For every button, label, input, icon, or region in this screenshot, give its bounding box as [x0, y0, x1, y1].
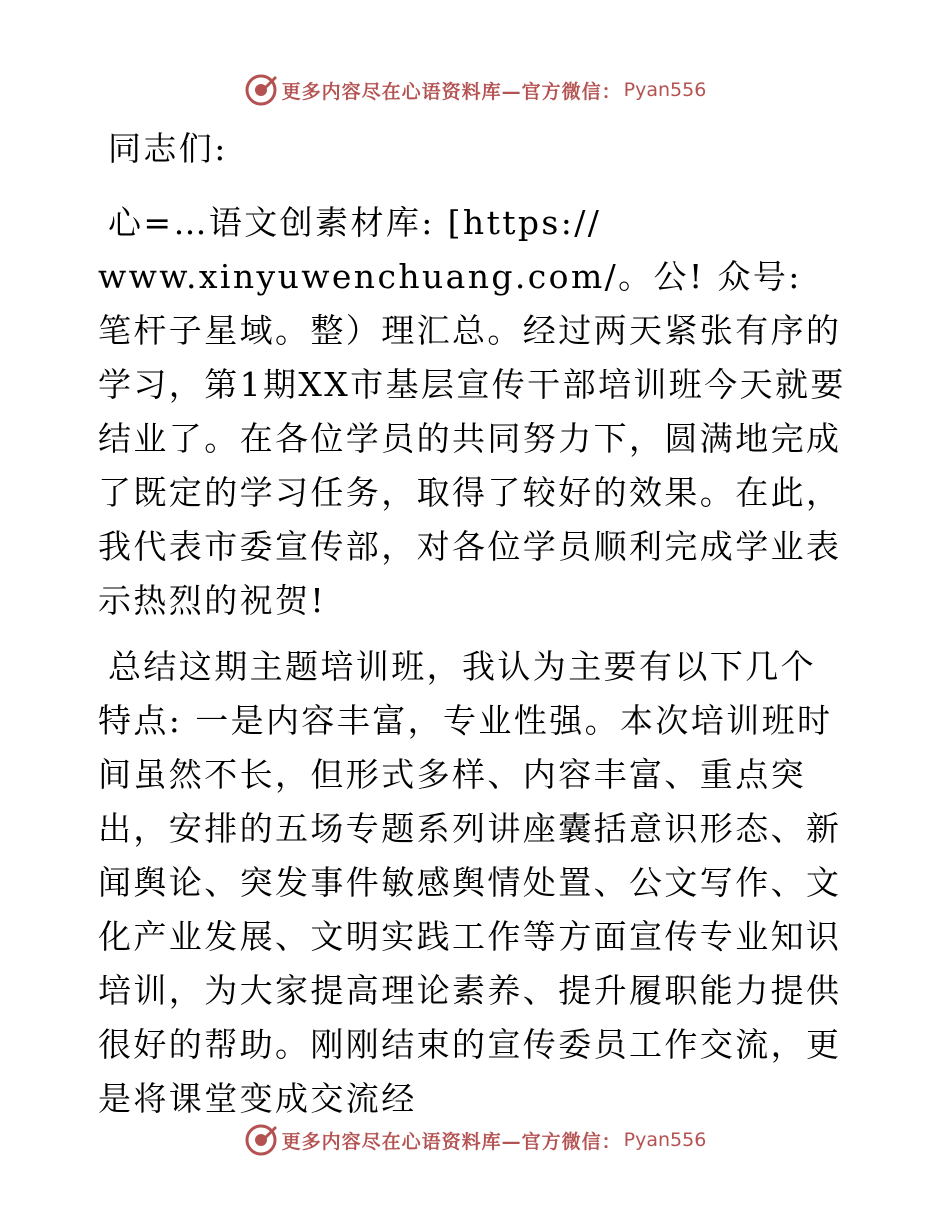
footer-banner [0, 1120, 950, 1160]
paragraph-1: 心=…语文创素材库: [https:// www.xinyuwenchuang.com/。公! 众号: 笔杆子星域。整）理汇总。经过两天紧张有序的学习，第1期XX市基层宣传干部培训班今天就要结业了。在各位学员的共同努力下，圆满地完成了既定的学习任务，取得了较好的效果。在此，我代表市委宣传部，对各位学员顺利完成学业表示热烈的祝贺! [98, 203, 846, 620]
document-body [98, 122, 850, 1136]
footer-wechat-id: Pyan556 [623, 1129, 707, 1151]
footer-slogan: 更多内容尽在心语资料库—官方微信： [281, 1130, 622, 1153]
header-slogan: 更多内容尽在心语资料库—官方微信： [281, 80, 622, 103]
greeting: 同志们: [108, 129, 228, 168]
pen-nib-logo-icon [244, 1123, 278, 1157]
paragraph-2: 总结这期主题培训班，我认为主要有以下几个特点: 一是内容丰富，专业性强。本次培训班时间虽然不长，但形式多样、内容丰富、重点突出，安排的五场专题系列讲座囊括意识形态、新闻舆论、突发事件敏感舆情处置、公文写作、文化产业发展、文明实践工作等方面宣传专业知识培训，为大家提高理论素养、提升履职能力提供很好的帮助。刚刚结束的宣传委员工作交流，更是将课堂变成交流经 [98, 647, 842, 1118]
pen-nib-logo-icon [244, 73, 278, 107]
header-banner [0, 70, 950, 110]
header-wechat-id: Pyan556 [623, 79, 707, 101]
